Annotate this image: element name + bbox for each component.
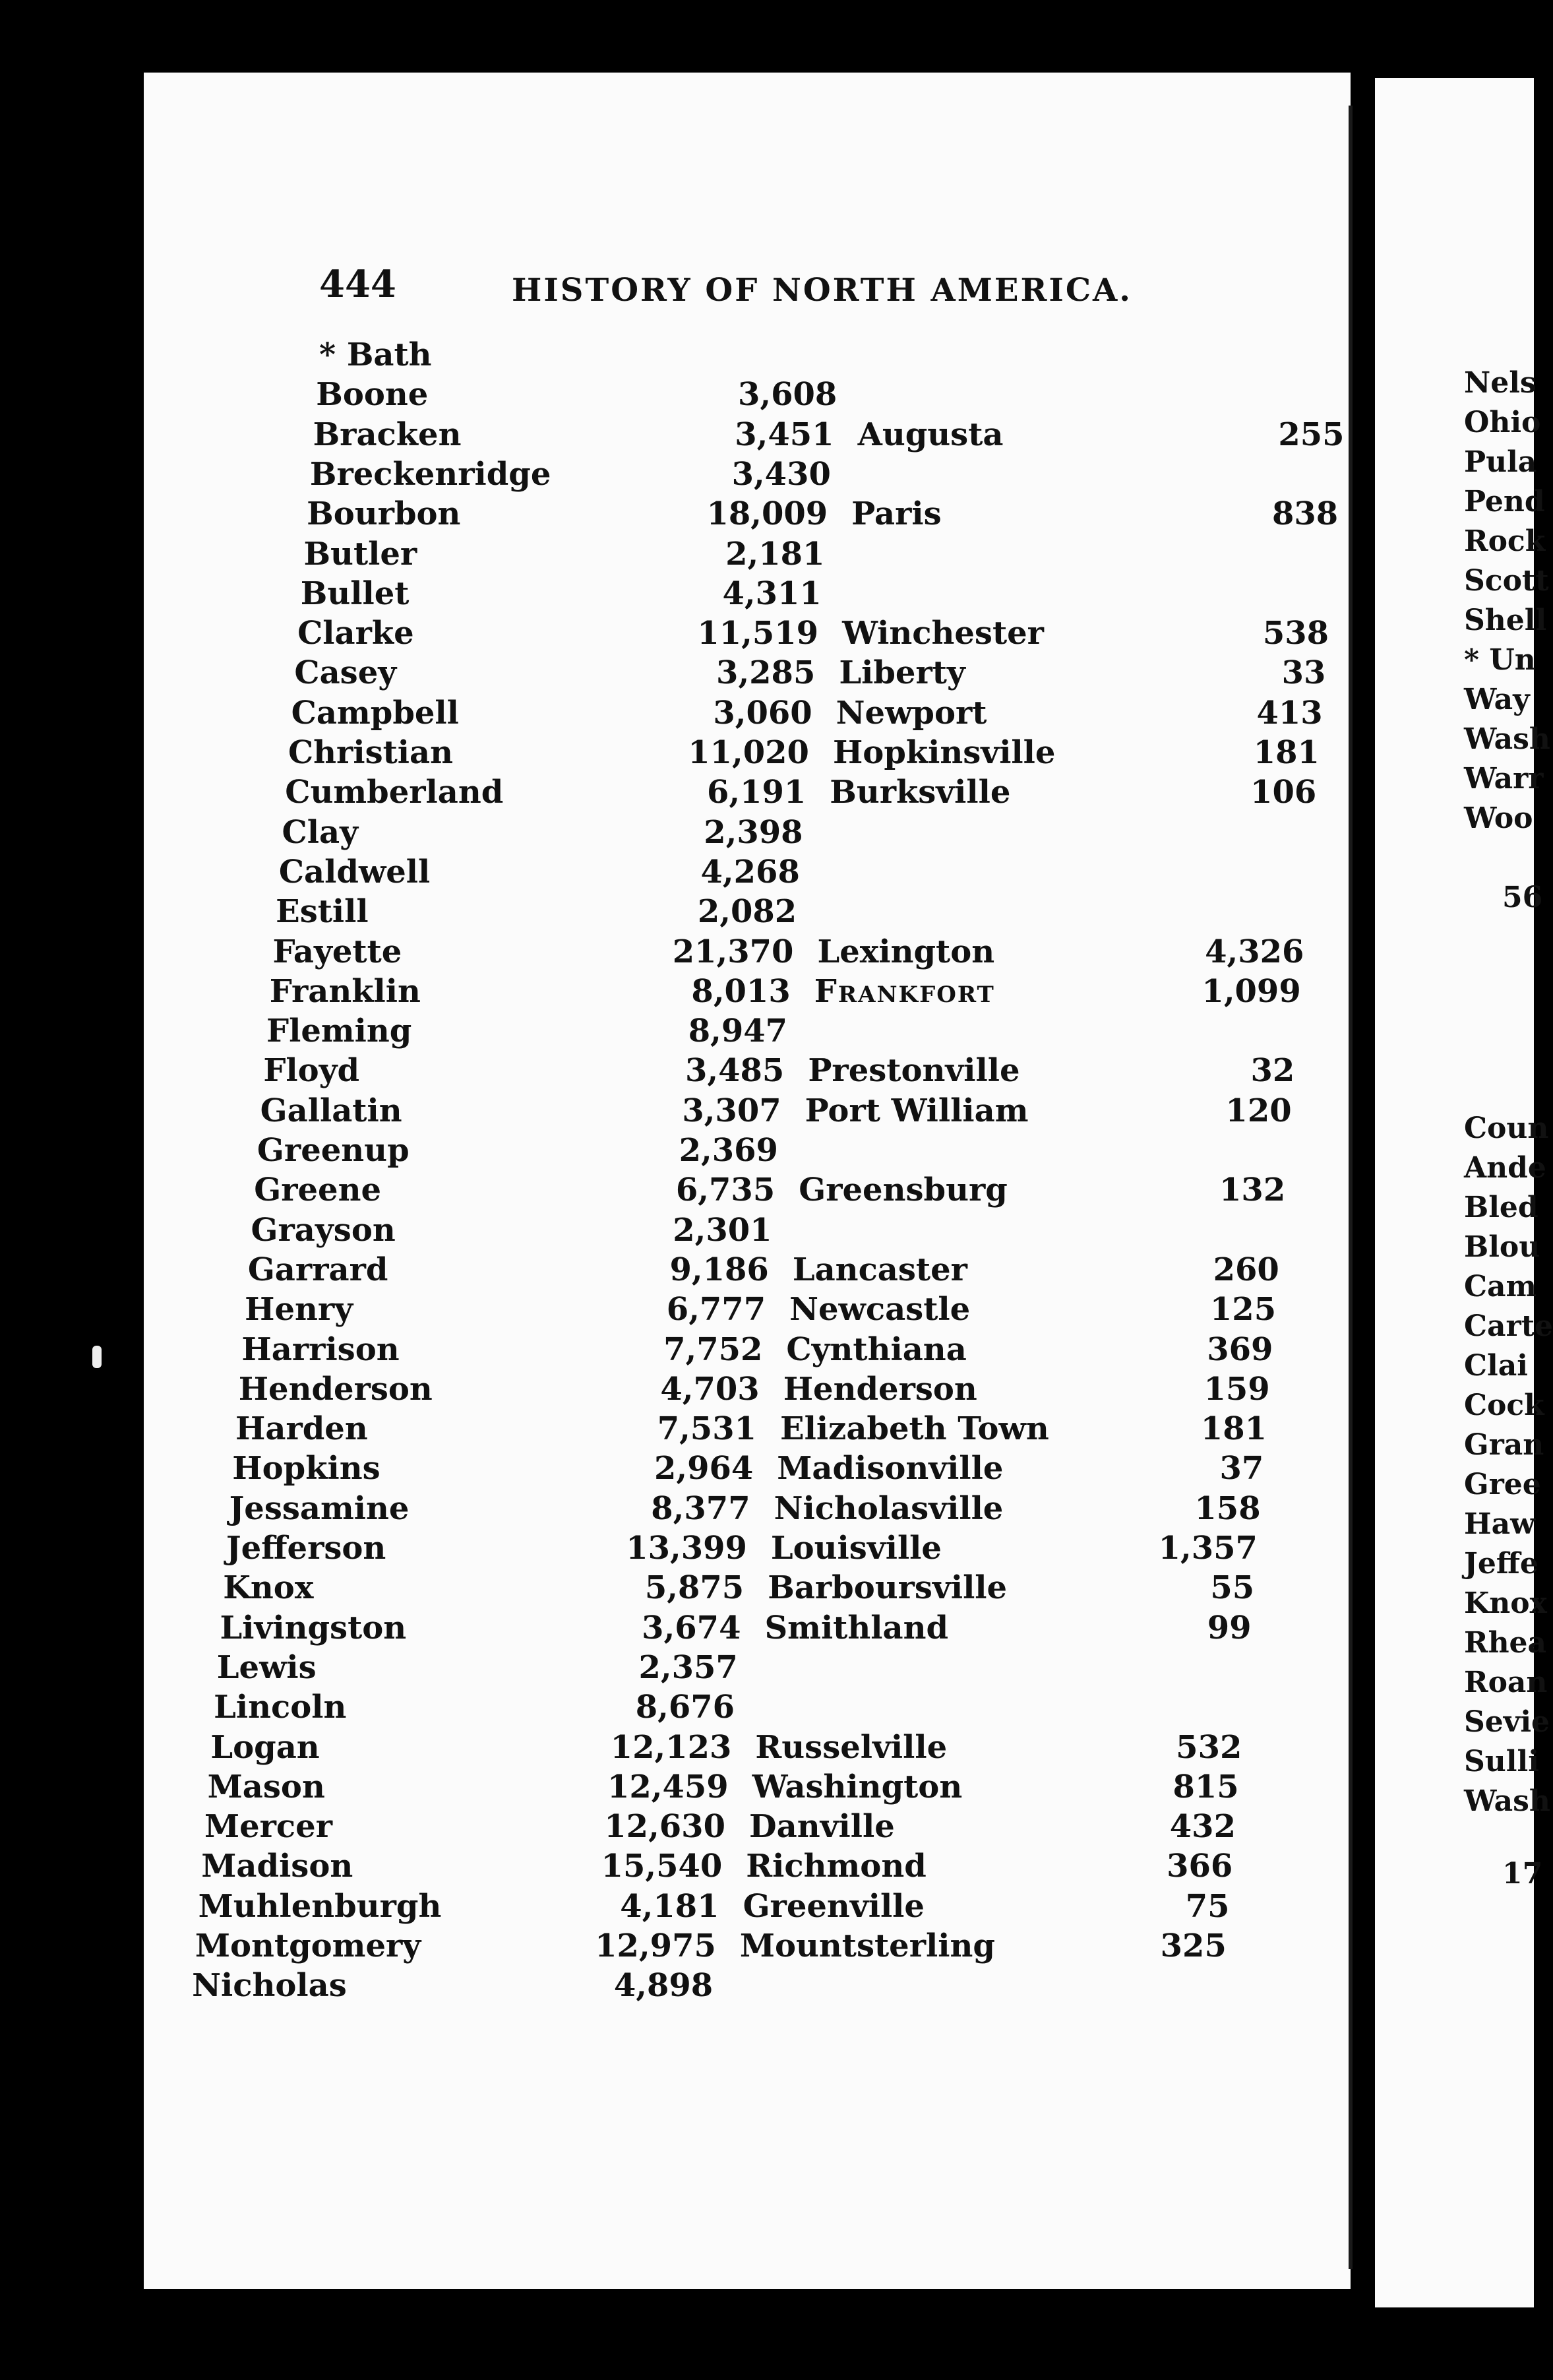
facing-page-fragment: Pula: [1464, 445, 1537, 479]
table-row: [285, 774, 1327, 813]
table-row: [232, 1450, 1274, 1489]
facing-page-fragment: Wash: [1464, 1784, 1550, 1818]
county-population: 11,519: [697, 615, 819, 652]
table-row: [217, 1649, 1259, 1689]
facing-page-fragment: Pend: [1464, 485, 1545, 518]
table-row: [297, 615, 1339, 654]
county-town: Frankfort: [814, 972, 995, 1010]
table-row: [291, 695, 1333, 734]
table-row: [223, 1569, 1265, 1609]
town-population: 55: [1210, 1569, 1255, 1607]
county-population: 12,123: [610, 1728, 732, 1766]
county-town: Lancaster: [792, 1251, 967, 1288]
table-row: [294, 654, 1336, 694]
county-name: Harrison: [241, 1331, 400, 1368]
town-population: 132: [1219, 1172, 1286, 1209]
county-name: Lewis: [216, 1648, 317, 1686]
county-name: Fleming: [266, 1013, 412, 1050]
county-population: 4,703: [660, 1370, 760, 1408]
county-name: Jessamine: [229, 1489, 410, 1527]
town-population: 413: [1256, 694, 1323, 732]
facing-page-fragment: Sevie: [1464, 1705, 1550, 1739]
county-name: Bracken: [313, 416, 462, 453]
county-town: Prestonville: [808, 1052, 1020, 1090]
county-population: 6,777: [666, 1291, 766, 1329]
table-row: [282, 814, 1324, 854]
facing-page-fragment: Coun: [1464, 1112, 1549, 1145]
county-population: 8,013: [691, 972, 791, 1010]
county-name: Mercer: [204, 1808, 332, 1846]
county-name: Henderson: [238, 1370, 433, 1408]
county-population: 2,181: [725, 535, 825, 573]
town-population: 325: [1160, 1927, 1227, 1964]
county-name: Madison: [201, 1848, 353, 1885]
town-population: 181: [1253, 734, 1320, 771]
county-name: Greenup: [257, 1132, 410, 1169]
table-row: [214, 1689, 1256, 1728]
county-town: Barboursville: [768, 1569, 1008, 1607]
county-town: Washington: [752, 1768, 963, 1805]
table-row: [307, 495, 1349, 535]
county-population: 4,181: [620, 1887, 719, 1925]
county-name: Christian: [288, 734, 454, 771]
table-row: [263, 1052, 1305, 1092]
county-town: Smithland: [764, 1609, 949, 1646]
county-name: Livingston: [220, 1609, 407, 1646]
county-name: Bourbon: [307, 495, 461, 533]
facing-page-fragment: Gran: [1464, 1428, 1544, 1462]
county-population: 2,082: [697, 893, 797, 931]
county-population: 2,357: [638, 1648, 738, 1686]
facing-page-fragment: Rock: [1464, 524, 1546, 558]
county-population: 3,451: [735, 416, 834, 453]
table-row: [220, 1610, 1262, 1649]
facing-page-fragment: Carte: [1464, 1309, 1553, 1343]
county-population: 12,459: [607, 1768, 729, 1805]
county-population: 6,735: [675, 1172, 776, 1209]
county-town: Cynthiana: [786, 1331, 967, 1368]
county-name: Cumberland: [285, 774, 504, 811]
facing-page-fragment: Knox: [1464, 1586, 1547, 1620]
table-row: [276, 893, 1318, 933]
county-name: Lincoln: [214, 1689, 347, 1726]
town-population: 120: [1225, 1092, 1292, 1129]
county-name: Harden: [235, 1410, 368, 1448]
county-population: 3,307: [682, 1092, 781, 1129]
table-row: [235, 1410, 1277, 1450]
town-population: 33: [1281, 654, 1326, 692]
town-population: 432: [1169, 1808, 1236, 1846]
facing-page-fragment: Scott: [1464, 564, 1549, 598]
county-name: Campbell: [291, 694, 459, 732]
county-town: Mountsterling: [739, 1927, 995, 1964]
county-population: 4,268: [700, 853, 800, 891]
county-population: 2,964: [654, 1450, 754, 1488]
table-row: [201, 1848, 1243, 1887]
town-population: 532: [1176, 1728, 1242, 1766]
county-population: 2,398: [704, 813, 803, 851]
town-population: 1,099: [1202, 972, 1301, 1010]
county-town: Paris: [851, 495, 942, 533]
facing-page-fragment: Cock: [1464, 1389, 1544, 1422]
table-row: [229, 1490, 1271, 1530]
town-population: 366: [1167, 1848, 1233, 1885]
county-population: 3,608: [737, 376, 837, 414]
county-name: Henry: [245, 1291, 353, 1329]
county-population: 8,676: [635, 1689, 735, 1726]
county-population: 12,630: [604, 1808, 725, 1846]
county-population: 2,369: [679, 1132, 778, 1169]
table-row: [251, 1212, 1293, 1251]
county-population: 11,020: [688, 734, 809, 771]
facing-page-fragment: Nels: [1464, 366, 1537, 400]
county-name: Fayette: [272, 933, 402, 970]
table-row: [310, 456, 1352, 495]
facing-page-fragment: Gree: [1464, 1468, 1541, 1501]
county-town: Danville: [748, 1808, 895, 1846]
county-population: 3,430: [731, 455, 831, 493]
town-population: 815: [1172, 1768, 1239, 1805]
table-row: [192, 1967, 1234, 2007]
table-row: [195, 1927, 1237, 1967]
county-population: 3,285: [716, 654, 816, 692]
facing-page-fragment: * Un: [1464, 643, 1536, 677]
county-name: Nicholas: [192, 1967, 347, 2005]
town-population: 838: [1271, 495, 1339, 533]
facing-page-fragment: Rhea: [1464, 1626, 1547, 1660]
county-town: Greensburg: [799, 1172, 1008, 1209]
table-row: [245, 1291, 1287, 1331]
county-population: 12,975: [595, 1927, 716, 1964]
county-town: Hopkinsville: [832, 734, 1056, 771]
table-row: [266, 1013, 1308, 1052]
county-name: Bullet: [300, 575, 410, 612]
town-population: 181: [1200, 1410, 1267, 1448]
town-population: 106: [1250, 774, 1317, 811]
table-row: [260, 1092, 1302, 1132]
facing-page-fragment: Haw: [1464, 1507, 1535, 1541]
county-town: Nicholasville: [774, 1489, 1004, 1527]
county-name: Gallatin: [260, 1092, 402, 1129]
facing-page-fragment: 17: [1502, 1857, 1543, 1891]
facing-page-fragment: Blou: [1464, 1230, 1540, 1264]
town-population: 32: [1250, 1052, 1295, 1090]
county-town: Elizabeth Town: [780, 1410, 1049, 1448]
county-name: Clay: [282, 813, 358, 851]
town-population: 75: [1185, 1887, 1230, 1925]
county-town: Greenville: [743, 1887, 925, 1925]
county-name: Butler: [303, 535, 417, 573]
town-population: 4,326: [1205, 933, 1304, 970]
facing-page-fragment: Roan: [1464, 1666, 1548, 1699]
county-town: Russelville: [755, 1728, 948, 1766]
table-row: [204, 1808, 1246, 1848]
county-name: Montgomery: [195, 1927, 421, 1964]
table-row: [270, 973, 1312, 1013]
county-town: Richmond: [746, 1848, 927, 1885]
county-name: Jefferson: [226, 1530, 386, 1567]
town-population: 255: [1278, 416, 1345, 453]
town-population: 369: [1207, 1331, 1273, 1368]
facing-page-fragment: Ohio: [1464, 406, 1541, 439]
county-town: Newport: [836, 694, 987, 732]
county-name: Clarke: [297, 615, 414, 652]
county-population: 18,009: [706, 495, 828, 533]
county-population: 3,485: [685, 1052, 785, 1090]
county-name: * Bath: [319, 336, 432, 373]
county-name: Garrard: [247, 1251, 388, 1288]
town-population: 99: [1207, 1609, 1252, 1646]
table-row: [248, 1251, 1290, 1291]
county-town: Winchester: [842, 615, 1044, 652]
town-population: 158: [1194, 1489, 1261, 1527]
table-row: [257, 1132, 1299, 1172]
facing-page-fragment: Jeffe: [1464, 1547, 1538, 1581]
facing-page-fragment: Cam: [1464, 1270, 1537, 1303]
facing-page-fragment: Clai: [1464, 1349, 1528, 1383]
county-name: Knox: [223, 1569, 314, 1607]
county-town: Lexington: [817, 933, 995, 970]
table-row: [239, 1371, 1281, 1410]
table-row: [272, 933, 1314, 973]
facing-page-fragment: Woo: [1464, 801, 1533, 835]
facing-page-fragment: Sulli: [1464, 1745, 1539, 1778]
county-town: Louisville: [770, 1530, 942, 1567]
facing-page-fragment: 56: [1502, 881, 1543, 914]
table-row: [198, 1888, 1240, 1927]
facing-page-fragment: Bled: [1464, 1191, 1538, 1224]
town-population: 1,357: [1158, 1530, 1258, 1567]
table-row: [316, 376, 1358, 416]
town-population: 260: [1213, 1251, 1279, 1288]
facing-page-fragment: Ande: [1464, 1151, 1546, 1185]
county-population: 5,875: [644, 1569, 745, 1607]
county-population: 4,311: [722, 575, 822, 612]
county-name: Grayson: [251, 1211, 396, 1249]
county-town: Burksville: [830, 774, 1011, 811]
table-row: [313, 416, 1355, 456]
county-population: 4,898: [613, 1967, 714, 2005]
facing-page-fragment: Shell: [1464, 604, 1547, 637]
facing-page-fragment: Wash: [1464, 722, 1550, 756]
county-name: Boone: [316, 376, 429, 414]
county-population: 8,377: [651, 1489, 750, 1527]
town-population: 37: [1219, 1450, 1264, 1488]
county-name: Franklin: [269, 972, 421, 1010]
facing-page-fragment: Warr: [1464, 762, 1544, 796]
county-population: 13,399: [626, 1530, 747, 1567]
county-town: Liberty: [839, 654, 965, 692]
county-town: Henderson: [783, 1370, 977, 1408]
margin-blemish: [92, 1346, 102, 1368]
county-population: 7,531: [657, 1410, 756, 1448]
table-row: [303, 536, 1345, 575]
table-row: [319, 336, 1361, 376]
town-population: 125: [1209, 1291, 1277, 1329]
county-name: Breckenridge: [309, 455, 551, 493]
page-number: 444: [319, 263, 396, 306]
table-row: [288, 734, 1330, 774]
county-population: 7,752: [663, 1331, 763, 1368]
county-population: 6,191: [706, 774, 807, 811]
county-name: Logan: [210, 1728, 320, 1766]
county-name: Mason: [207, 1768, 325, 1805]
table-row: [241, 1331, 1283, 1371]
table-row: [210, 1729, 1252, 1769]
county-name: Caldwell: [278, 853, 431, 891]
county-population: 2,301: [673, 1211, 772, 1249]
county-population: 21,370: [672, 933, 794, 970]
running-title: HISTORY OF NORTH AMERICA.: [512, 272, 1132, 309]
county-name: Estill: [276, 893, 369, 931]
county-population: 9,186: [669, 1251, 769, 1288]
table-row: [301, 575, 1343, 615]
county-population: 3,060: [713, 694, 812, 732]
county-town: Newcastle: [789, 1291, 971, 1329]
table-row: [208, 1769, 1250, 1808]
county-town: Madisonville: [777, 1450, 1004, 1488]
county-population: 3,674: [642, 1609, 741, 1646]
county-name: Muhlenburgh: [198, 1887, 442, 1925]
county-population: 8,947: [688, 1013, 788, 1050]
county-name: Casey: [294, 654, 397, 692]
town-population: 538: [1262, 615, 1329, 652]
table-row: [226, 1530, 1268, 1569]
town-population: 159: [1203, 1370, 1270, 1408]
county-name: Greene: [254, 1172, 382, 1209]
county-name: Hopkins: [232, 1450, 381, 1488]
county-name: Floyd: [263, 1052, 360, 1090]
county-town: Augusta: [857, 416, 1004, 453]
table-row: [254, 1172, 1296, 1211]
county-population: 15,540: [601, 1848, 723, 1885]
facing-page-fragment: Way: [1464, 683, 1530, 716]
table-row: [279, 854, 1321, 893]
county-town: Port William: [805, 1092, 1029, 1129]
